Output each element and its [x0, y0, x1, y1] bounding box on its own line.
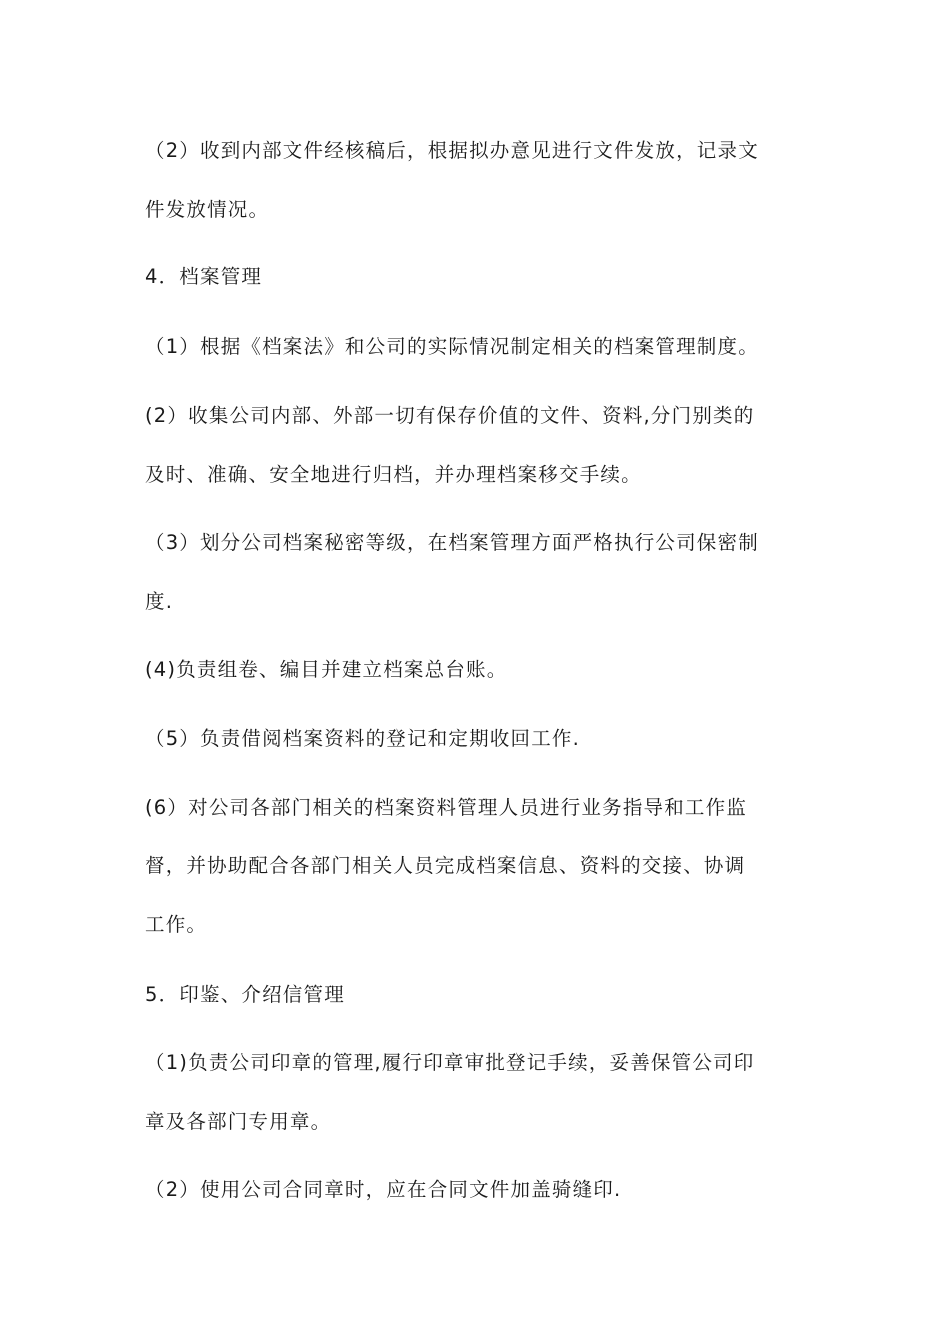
text-line: （5）负责借阅档案资料的登记和定期收回工作. — [145, 727, 581, 750]
section-heading: 4．档案管理 — [145, 265, 263, 288]
text-line: 件发放情况。 — [145, 198, 270, 221]
text-line: (6）对公司各部门相关的档案资料管理人员进行业务指导和工作监 — [145, 796, 748, 819]
text-line: （2）使用公司合同章时，应在合同文件加盖骑缝印. — [145, 1178, 622, 1201]
text-line: 工作。 — [145, 913, 208, 936]
text-line: 及时、准确、安全地进行归档，并办理档案移交手续。 — [145, 463, 642, 486]
section-heading: 5．印鉴、介绍信管理 — [145, 983, 345, 1006]
text-line: （2）收到内部文件经核稿后，根据拟办意见进行文件发放，记录文 — [145, 139, 759, 162]
text-line: （3）划分公司档案秘密等级，在档案管理方面严格执行公司保密制 — [145, 531, 759, 554]
text-line: 度. — [145, 590, 174, 613]
text-line: 章及各部门专用章。 — [145, 1110, 332, 1133]
text-line: （1）根据《档案法》和公司的实际情况制定相关的档案管理制度。 — [145, 335, 759, 358]
text-line: (2）收集公司内部、外部一切有保存价值的文件、资料,分门别类的 — [145, 404, 755, 427]
text-line: 督，并协助配合各部门相关人员完成档案信息、资料的交接、协调 — [145, 854, 746, 877]
text-line: (4)负责组卷、编目并建立档案总台账。 — [145, 658, 508, 681]
text-line: （1)负责公司印章的管理,履行印章审批登记手续，妥善保管公司印 — [145, 1051, 755, 1074]
